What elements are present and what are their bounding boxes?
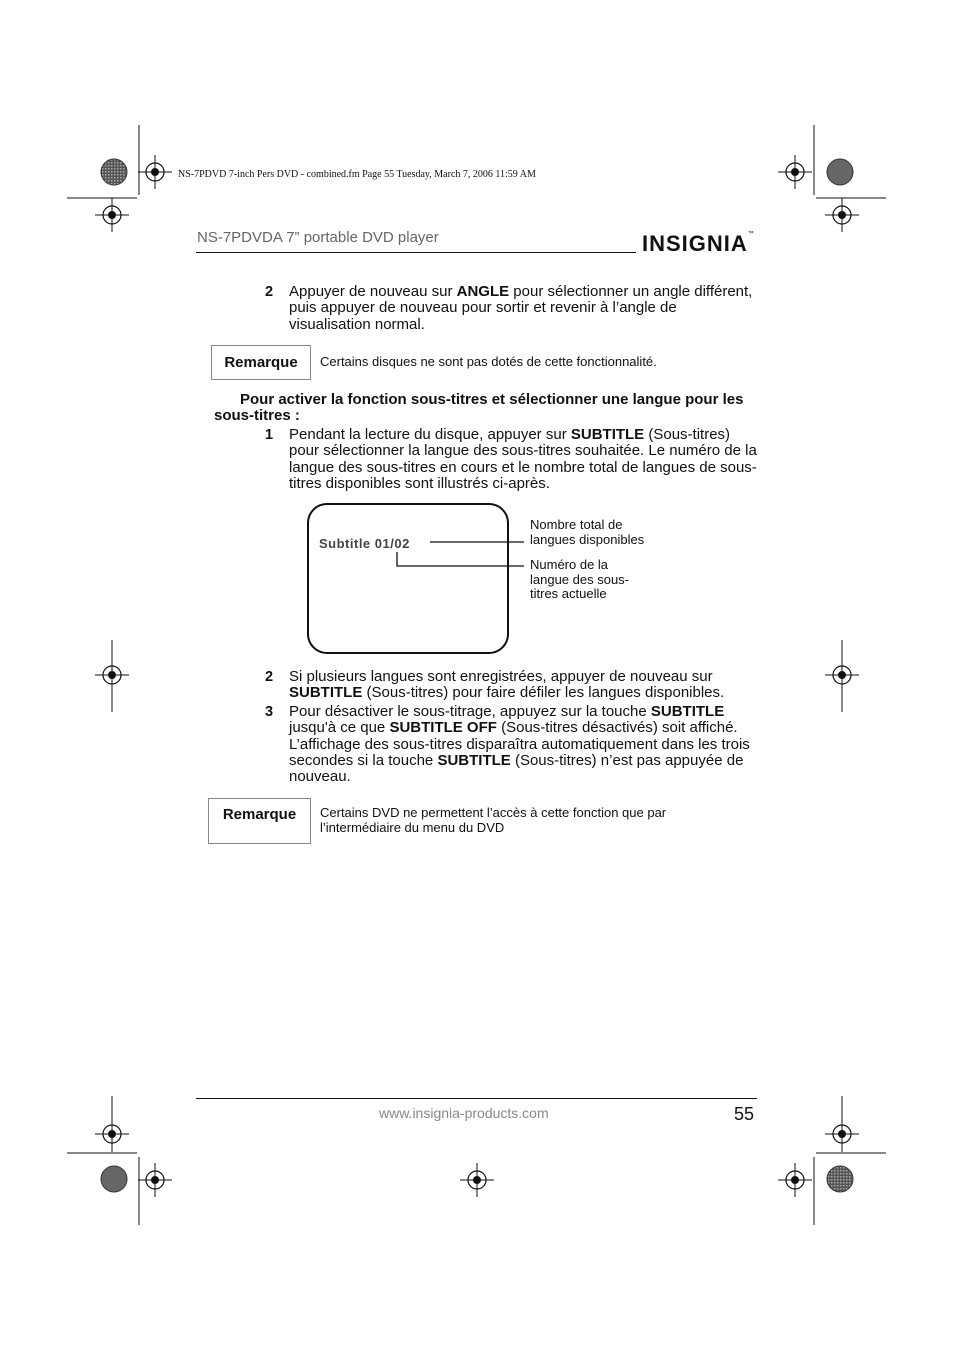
step-text <box>289 704 759 785</box>
key-name: SUBTITLE OFF <box>389 719 497 737</box>
section-heading: Pour activer la fonction sous-titres et sélectionner une langue pour les sous-titres : <box>214 391 744 425</box>
key-name: SUBTITLE <box>570 426 645 443</box>
key-name: SUBTITLE <box>289 684 363 702</box>
registration-target <box>825 198 859 232</box>
text-run: pour sélectionner un angle différent, puis appuyer de nouveau pour sortir et revenir à l’angle de visualisation normal. <box>289 283 753 333</box>
registration-target <box>778 155 812 189</box>
callout-current-language: Numéro de la langue des sous-titres actuelle <box>530 557 630 601</box>
note-label: Remarque <box>208 798 311 844</box>
text-run: Pour désactiver le sous-titrage, appuyez sur la touche <box>289 703 651 720</box>
note-text: Certains disques ne sont pas dotés de cette fonctionnalité. <box>320 354 657 369</box>
logo-trademark: ™ <box>747 231 755 237</box>
registration-target <box>460 1163 494 1197</box>
text-run: (Sous-titres) n’est pas appuyée de nouveau. <box>289 751 744 786</box>
key-name: SUBTITLE <box>437 751 511 769</box>
note-text: Certains DVD ne permettent l’accès à cette fonction que par l’intermédiaire du menu du DVD <box>320 805 667 835</box>
print-info: NS-7PDVD 7-inch Pers DVD - combined.fm Page 55 Tuesday, March 7, 2006 11:59 AM <box>178 169 536 180</box>
text-run: Appuyer de nouveau sur <box>289 283 457 300</box>
step-number: 2 <box>265 669 274 685</box>
brand-logo <box>642 231 755 257</box>
screen-subtitle-readout: Subtitle 01/02 <box>319 536 410 551</box>
registration-target <box>778 1163 812 1197</box>
text-run: Si plusieurs langues sont enregistrées, appuyer de nouveau sur <box>289 668 713 685</box>
density-circle-tr <box>827 159 853 185</box>
registration-target <box>138 1163 172 1197</box>
step-number: 2 <box>265 284 274 300</box>
registration-target <box>95 198 129 232</box>
density-circle-bl <box>101 1166 127 1192</box>
header-rule <box>196 252 636 253</box>
density-circle-br <box>827 1166 853 1192</box>
text-run: (Sous-titres désactivés) soit affiché. L’affichage des sous-titres disparaîtra automatiquement dans les trois secondes si la touche <box>289 719 750 769</box>
footer-url: www.insignia-products.com <box>379 1105 549 1121</box>
footer-rule <box>196 1098 757 1099</box>
key-name: ANGLE <box>456 283 510 300</box>
header-title: NS-7PDVDA 7” portable DVD player <box>197 229 439 246</box>
registration-target <box>138 155 172 189</box>
text-run: (Sous-titres) pour faire défiler les langues disponibles. <box>362 684 725 702</box>
tv-screen-illustration <box>307 503 509 654</box>
step-text <box>289 284 759 333</box>
key-name: SUBTITLE <box>650 703 725 720</box>
text-run: jusqu'à ce que <box>289 719 390 737</box>
step-text <box>289 427 759 492</box>
page-number: 55 <box>734 1104 755 1124</box>
text-run: Pendant la lecture du disque, appuyer sur <box>289 426 571 443</box>
text-run: (Sous-titres) pour sélectionner la langue des sous-titres souhaitée. Le numéro de la langue des sous-titres en cours et le nombre total de langues de sous-titres disponibles sont illustrés ci-après. <box>289 426 757 492</box>
callout-total-languages: Nombre total de langues disponibles <box>530 517 645 547</box>
note-label: Remarque <box>211 345 311 380</box>
step-number: 1 <box>265 427 274 443</box>
density-circle-tl <box>101 159 127 185</box>
logo-text: INSIGNIA <box>642 231 748 256</box>
step-number: 3 <box>265 704 274 720</box>
step-text <box>289 669 764 702</box>
